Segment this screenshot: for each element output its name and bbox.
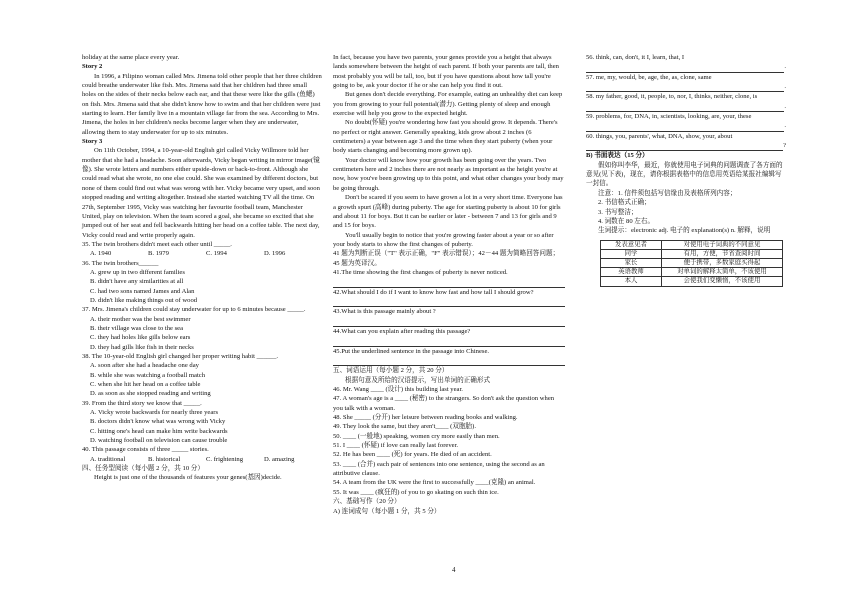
left-column [82,53,322,483]
sentence-item: 60. things, you, parents', what, DNA, show, your, about [586,132,733,140]
option: D. amazing [264,455,295,463]
question: 45.Put the underlined sentence in the passage into Chinese. [333,347,490,355]
table-cell: 家长 [601,258,662,267]
text-line: 48. She _____ (分开) her leisure between reading books and walking. [333,414,518,422]
text-line: 3. 书写整洁； [598,208,638,216]
table-cell: 便于携带，多数家庭买得起 [662,258,783,267]
text-line: 4. 词数在 80 左右。 [598,217,655,225]
table-cell: 发表意见者 [601,240,662,249]
text-line: 49. They look the same, but they aren't____ (双胞胎). [333,423,476,431]
text-line: Height is just one of the thousands of features your genes(基因)decide. [94,474,282,482]
option: D. 1996 [264,250,286,258]
text-line: 36. The twin brothers______ [82,259,159,267]
right-column [586,53,786,287]
option: A. 1940 [90,250,112,258]
table-cell: 英语教师 [601,268,662,277]
answer-line[interactable] [586,102,784,112]
text-line: No doubt(怀疑) you're wondering how fast you should grow. It depends. There's no perfect or right answer. Generally speaking, kids grow about 2 inches (6 centimeters) a year between age 3 and the time when they start puberty (when your body starts changing and becoming more grown up). [333,119,558,155]
answer-line[interactable] [333,297,565,307]
task-reading-intro [82,464,322,483]
text-line: 假如你叫李华，最近，你就使用电子词典的问题调查了各方面的意见(见下表)，现在，请你根据表格中的信息用英语给某报社编辑写一封信。 [586,161,783,188]
text-line: D. they had gills like fish in their necks [90,343,194,351]
question: 44.What can you explain after reading this passage? [333,327,471,335]
text-line: A. soon after she had a headache one day [90,362,199,370]
text-line: 38. The 10-year-old English girl changed her proper writing habit ______. [82,353,279,360]
text-line: 47. A woman's age is a ____ (秘密) to the strangers. So don't ask the question when you talk with a woman. [333,395,555,412]
text-line: 注意：1. 信件须包括写信缘由及表格所列内容； [598,189,737,197]
table-cell: 本人 [601,277,662,286]
text-line: C. they had holes like gills below ears [90,334,191,342]
answer-line[interactable] [333,317,565,327]
table-cell: 会使我们变懒惰，不该使用 [662,277,783,286]
text-line: 50. ____ (一般地) speaking, women cry more easily than men. [333,432,500,440]
text-line: 35. The twin brothers didn't meet each other until _____. [82,240,232,248]
text-line: 46. Mr. Wang ____ (设计) this building last year. [333,386,463,394]
text-line: B. their village was close to the sea [90,324,184,332]
text-line: A. their mother was the best swimmer [90,315,191,323]
text-line: 52. He has been ____ (死) for years. He died of an accident. [333,451,492,459]
text-line: Story 2 [82,63,103,71]
text-line: You'll usually begin to notice that you're growing faster about a year or so after your body starts to show the first changes of puberty. [333,231,554,248]
text-line: D. didn't like making things out of wood [90,296,198,304]
end-punct: . [784,83,786,91]
table-row [601,249,783,258]
puberty-passage [333,53,565,277]
opinion-table [600,240,783,287]
table-row [601,258,783,267]
text-line: In 1996, a Filipino woman called Mrs. Jimena told other people that her three children could breathe underwater like fish. Mrs. Jimena said that her children had three small holes on the sides of their necks below each ear, and that these were like the gills (鱼鳃) on fish. Mrs. Jimena said that she didn't know how to swim and that her children were just starting to learn. Her family live in a mountain village far from the sea. According to Mrs. Jimena, the holes in her children's necks become larger when they are underwater, allowing them to stay underwater for up to six minutes. [82,72,322,136]
text-line: 六、基础写作（20 分） [333,498,401,506]
text-line: 2. 书信格式正确； [598,199,651,207]
text-line: 55. It was ____ (疯狂的) of you to go skating on such thin ice. [333,488,499,496]
end-punct: . [784,63,786,71]
text-line: 51. I ____ (怀疑) if love can really last forever. [333,442,459,450]
text-line: A) 连词成句（每小题 1 分，共 5 分） [333,507,441,515]
question: 43.What is this passage mainly about ? [333,308,436,316]
text-line: 41.The time showing the first changes of puberty is never noticed. [333,268,508,276]
text-line: 40. This passage consists of three _____ stories. [82,446,209,454]
text-line: B. didn't have any similarities at all [90,278,184,286]
text-line: 五、词语运用（每小题 2 分，共 20 分） [333,367,449,375]
text-line: B. doctors didn't know what was wrong with Vicky [90,418,226,426]
text-line: 54. A team from the UK were the first to successfully ____(克隆) an animal. [333,479,536,487]
table-cell: 对单词的解释太简单，不该使用 [662,268,783,277]
end-punct: . [784,102,786,110]
end-punct: . [784,122,786,130]
text-line: A. Vicky wrote backwards for nearly three years [90,409,219,417]
text-line: But genes don't decide everything. For example, eating an unhealthy diet can keep you from growing to your full potential(潜力). Getting plenty of sleep and enough exercise will help you grow to the expected height. [333,91,563,118]
text-line: Don't be scared if you seem to have grown a lot in a very short time. Everyone has a growth spurt (高峰) during puberty. The age for starting puberty is about 10 for girls and about 11 for boys. But it can be earlier or later - between 7 and 13 for girls and 9 and 15 for boys. [333,194,563,230]
option: C. 1994 [206,250,227,258]
end-punct: ? [783,142,786,150]
text-line: B) 书面表达（15 分） [586,152,649,160]
sentence-item: 57. me, my, would, be, age, the, as, clone, same [586,73,712,81]
table-cell: 对使用电子词典的不同意见 [662,240,783,249]
table-cell: 同学 [601,249,662,258]
text-line: 生词提示：electronic adj. 电子的 explanation(s) n. 解释，说明 [598,227,771,235]
table-row [601,240,783,249]
reading-stories [82,53,322,249]
answer-line[interactable] [333,336,565,346]
text-line: Story 3 [82,138,103,146]
word-usage-section [333,366,565,516]
text-line: 根据句意及所给的汉语提示，写出单词的正确形式 [345,376,491,384]
answer-line[interactable] [586,82,784,92]
text-line: On 11th October, 1994, a 10-year-old English girl called Vicky Willmore told her mother that she had a headache. Soon afterwards, Vicky began writing in mirror image(镜像). She wrote letters and numbers either upside-down or back-to-front. Although she could read what she wrote, no one else could. She was examined by different doctors, but none of them could find out what was wrong with her. Vicky became very upset, and soon stopped reading and writing altogether. Instead she started watching TV all the time. On 27th, September 1995, Vicky was watching her favourite football team, Manchester United, play on television. When the team scored a goal, she became so excited that she jumped out of her seat and fell backwards hitting her head on a coffee table. The next day, Vicky could read and write properly again. [82,147,320,239]
table-cell: 有用，方便，节省查阅时间 [662,249,783,258]
text-line: B. while she was watching a football match [90,371,205,379]
text-line: C. had two sons named James and Alan [90,287,195,295]
text-line: 53. ____ (合并) each pair of sentences into one sentence, using the second as an attributive clause. [333,460,545,478]
option: A. traditional [90,455,126,463]
questions-36-40 [82,259,322,455]
question: 42.What should I do if I want to know how fast and how tall I should grow? [333,288,534,296]
text-line: 41 题为判断正误（"T" 表示正确，"F" 表示错误）；42－44 题为简略回答问题；45 题为英译汉。 [333,250,560,267]
table-row [601,268,783,277]
text-line: 39. From the third story we know that _____. [82,399,202,407]
option: B. historical [148,455,181,463]
answer-line[interactable] [333,277,565,287]
text-line: D. as soon as she stopped reading and writing [90,390,211,398]
answer-line[interactable] [586,141,783,151]
text-line: 四、任务型阅读（每小题 2 分，共 10 分） [82,465,204,473]
writing-task [586,151,786,235]
q40-options [82,455,322,464]
middle-column [333,53,565,516]
text-line: 37. Mrs. Jimena's children could stay underwater for up to 6 minutes because _____. [82,306,306,314]
sentence-item: 56. think, can, don't, it I, learn, that, I [586,54,685,61]
sentence-item: 58. my father, good, it, people, to, nor, I, thinks, neither, clone, is [586,93,758,101]
text-line: A. grew up in two different families [90,268,185,276]
page-number: 4 [452,566,456,574]
text-line: In fact, because you have two parents, your genes provide you a height that always lands somewhere between the height of each parent. If both your parents are tall, then most probably you will be tall, too, but if you have questions about how tall you're going to be, ask your doctor if he or she can help you find it out. [333,54,559,90]
table-row [601,277,783,286]
text-line: Your doctor will know how your growth has been going over the years. Two centimeters here and 2 inches there are not nearly as important as the height you're at now, how you've been growing up to this point, and what other changes your body may be going through. [333,156,564,192]
answer-line[interactable] [586,121,784,131]
option: C. frightening [206,455,243,463]
sentence-item: 59. problems, for, DNA, in, scientists, looking, are, your, these [586,113,752,121]
sentence-building [586,53,786,151]
text-line: C. when she hit her head on a coffee table [90,381,201,389]
q35-options [82,249,322,258]
answer-line[interactable] [586,62,784,72]
text-line: C. hitting one's head can make him write backwards [90,427,228,435]
option: B. 1979 [148,250,169,258]
text-line: holiday at the same place every year. [82,54,180,61]
answer-line[interactable] [333,356,565,366]
text-line: D. watching football on television can cause trouble [90,437,228,445]
